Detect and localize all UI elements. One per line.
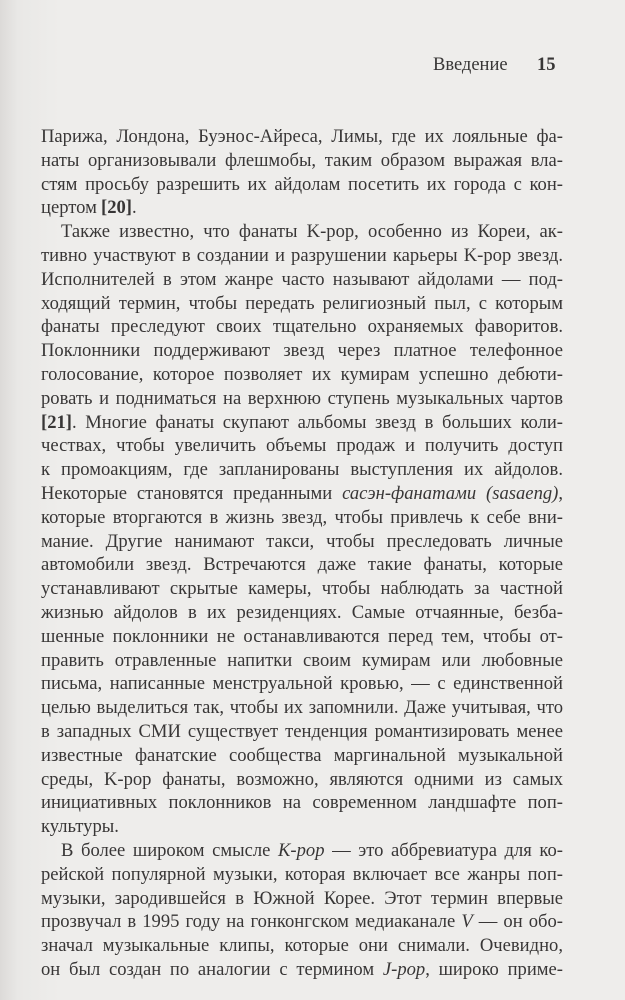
text-line: [41, 791, 563, 815]
text-segment: , широко приме-: [425, 958, 564, 980]
text-line: [41, 411, 563, 435]
text-segment: жизнью айдолов в их резиденциях. Самые отчаянные, безба-: [41, 601, 563, 623]
text-segment: Парижа, Лондона, Буэнос-Айреса, Лимы, где их лояльные фа-: [41, 126, 563, 147]
text-line: [41, 434, 563, 458]
citation-ref: [20]: [101, 197, 132, 219]
text-segment: он был создан по аналогии с термином: [41, 958, 383, 980]
text-line: [41, 577, 563, 601]
text-line: [41, 863, 563, 887]
text-segment: . Многие фанаты скупают альбомы звезд в больших коли-: [71, 411, 563, 433]
text-line: [41, 696, 563, 720]
text-segment: ходящий термин, чтобы передать религиозный пыл, с которым: [41, 292, 563, 314]
text-line: [41, 958, 563, 982]
text-segment: в западных СМИ существует тенденция романтизировать менее: [41, 720, 563, 742]
text-line: [41, 196, 563, 220]
text-line: [41, 910, 563, 934]
text-segment: голосование, которое позволяет их кумирам успешно дебюти-: [41, 363, 563, 385]
text-segment: мание. Другие нанимают такси, чтобы преследовать личные: [41, 530, 563, 552]
text-segment: — это аббревиатура для ко-: [324, 839, 563, 861]
text-segment: — он обо-: [472, 911, 563, 933]
text-segment: музыки, зародившейся в Южной Корее. Этот термин впервые: [41, 887, 563, 909]
text-segment: значал музыкальные клипы, которые они снимали. Очевидно,: [41, 935, 563, 957]
italic-term: сасэн-фанатами (sasaeng): [342, 482, 559, 504]
italic-term: V: [461, 911, 473, 933]
italic-term: J-pop: [382, 958, 426, 980]
text-line: [41, 125, 563, 149]
text-line: [41, 363, 563, 387]
body-text: [41, 125, 563, 982]
text-segment: автомобили звезд. Встречаются даже такие фанаты, которые: [41, 554, 563, 576]
text-segment: шенные поклонники не останавливаются перед тем, чтобы от-: [41, 625, 563, 647]
text-line: [41, 530, 563, 554]
text-segment: Некоторые становятся преданными: [41, 482, 343, 504]
text-line: [41, 482, 563, 506]
text-segment: прозвучал в 1995 году на гонконгском медиаканале: [41, 911, 462, 933]
text-segment: .: [131, 197, 137, 219]
text-line: [41, 339, 563, 363]
text-segment: ,: [558, 482, 564, 504]
text-segment: стям просьбу разрешить их айдолам посетить их города с кон-: [41, 173, 563, 195]
text-line: [41, 934, 563, 958]
text-segment: ровать и подниматься на верхнюю ступень музыкальных чартов: [41, 387, 563, 409]
text-line: [41, 244, 563, 268]
text-line: [41, 601, 563, 625]
text-line: [41, 839, 563, 863]
text-segment: инициативных поклонников на современном ландшафте поп-: [41, 792, 563, 814]
text-segment: культуры.: [41, 816, 119, 838]
text-segment: Поклонники поддерживают звезд через платное телефонное: [41, 340, 563, 362]
italic-term: K-pop: [278, 839, 325, 861]
text-line: [41, 387, 563, 411]
text-segment: целью выделиться так, чтобы их запомнили. Даже учитывая, что: [41, 697, 563, 719]
page-number: 15: [537, 55, 556, 75]
text-segment: чествах, чтобы увеличить объемы продаж и получить доступ: [41, 435, 563, 457]
citation-ref: [21]: [41, 411, 72, 433]
running-title: Введение: [433, 55, 508, 75]
text-segment: наты организовывали флешмобы, таким образом выражая вла-: [41, 149, 563, 171]
text-line: [41, 768, 563, 792]
text-segment: Также известно, что фанаты K-pop, особенно из Кореи, ак-: [61, 221, 563, 243]
text-segment: рейской популярной музыки, которая включает все жанры поп-: [41, 863, 563, 885]
running-header: [0, 55, 625, 81]
text-line: [41, 268, 563, 292]
text-segment: к промоакциям, где запланированы выступления их айдолов.: [41, 459, 563, 481]
text-segment: письма, написанные менструальной кровью, — с единственной: [41, 673, 563, 695]
text-line: [41, 625, 563, 649]
text-segment: фанаты преследуют своих тщательно охраняемых фаворитов.: [41, 316, 563, 338]
text-line: [41, 649, 563, 673]
text-segment: править отравленные напитки своим кумирам или любовные: [41, 649, 563, 671]
text-line: [41, 506, 563, 530]
text-segment: Исполнителей в этом жанре часто называют айдолами — под-: [41, 268, 563, 290]
text-line: [41, 220, 563, 244]
text-segment: которые вторгаются в жизнь звезд, чтобы привлечь к себе вни-: [41, 506, 563, 528]
text-segment: цертом: [41, 197, 101, 219]
text-line: [41, 815, 563, 839]
text-line: [41, 887, 563, 911]
text-line: [41, 744, 563, 768]
text-line: [41, 315, 563, 339]
text-line: [41, 149, 563, 173]
text-line: [41, 672, 563, 696]
text-segment: В более широком смысле: [61, 839, 278, 861]
text-segment: тивно участвуют в создании и разрушении карьеры K-pop звезд.: [41, 244, 563, 266]
text-segment: среды, K-pop фанаты, возможно, являются одними из самых: [41, 768, 563, 790]
text-line: [41, 720, 563, 744]
text-segment: известные фанатские сообщества маргинальной музыкальной: [41, 744, 563, 766]
text-line: [41, 458, 563, 482]
text-segment: устанавливают скрытые камеры, чтобы наблюдать за частной: [41, 578, 563, 600]
text-line: [41, 553, 563, 577]
text-line: [41, 173, 563, 197]
text-line: [41, 292, 563, 316]
